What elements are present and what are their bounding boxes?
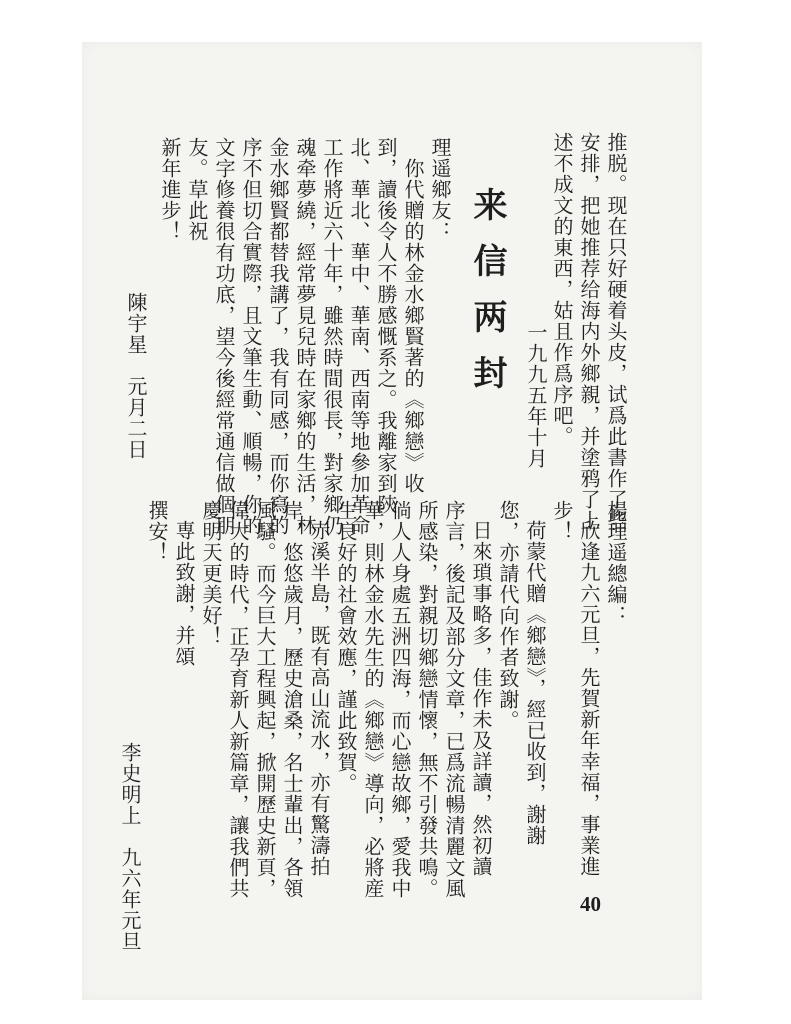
letter2-line: 日來瑣事略多，佳作未及詳讀，然初讀: [469, 520, 493, 877]
letter2-line: 赤溪半島，既有高山流水，亦有驚濤拍: [307, 520, 331, 877]
letter2-line: 生良好的社會效應，謹此致賀。: [334, 500, 358, 794]
letter2-greeting: 楊理遥總編：: [604, 500, 628, 626]
letter1-line: 金水鄉賢都替我講了，我有同感，而你寫的: [266, 137, 290, 536]
preface-line-2: 安排，把她推荐给海内外鄉親，并塗鸦了上: [577, 132, 601, 531]
letter2-line: 偉大的時代，正孕育新人新篇章，讓我們共: [226, 500, 250, 899]
letter1-line: 工作將近六十年，雖然時間很長，對家鄉仍: [320, 137, 344, 536]
letter2-line: 步！: [550, 500, 574, 542]
letter1-line: 文字修養很有功底，望今後經常通信做個朋: [212, 137, 236, 536]
letter1-line: 序不但切合實際，且文筆生動、順暢，你的: [239, 137, 263, 536]
preface-line-1: 推脱。现在只好硬着头皮，试爲此書作了些: [604, 132, 628, 531]
book-page: [82, 42, 702, 1000]
letter1-line: 你代贈的林金水鄉賢著的《鄉戀》收: [401, 158, 425, 494]
letter1-greeting: 理遥鄉友：: [428, 137, 452, 242]
letter2-closing: 撰安！: [145, 500, 169, 563]
letter2-line: 您，亦請代向作者致謝。: [496, 500, 520, 731]
preface-line-3: 述不成文的東西，姑且作爲序吧。: [550, 132, 574, 447]
letter1-line: 到，讀後令人不勝感慨系之。我離家到陝: [374, 137, 398, 515]
preface-date: 一九九五年十月: [524, 322, 548, 469]
letter2-line: 序言，後記及部分文章，已爲流暢清麗文風: [442, 500, 466, 899]
letter2-line: 慶明天更美好！: [199, 500, 223, 647]
letter2-line: 倘人人身處五洲四海，而心戀故鄉，愛我中: [388, 500, 412, 899]
letter1-line: 魂牵夢繞，經常夢見兒時在家鄉的生活，林: [293, 137, 317, 536]
letter2-line: 専此致謝，并頌: [172, 520, 196, 667]
letter2-signature: 李史明上 九六年元旦: [118, 742, 142, 952]
page-number: 40: [580, 892, 601, 916]
letter2-line: 欣逢九六元旦，先賀新年幸福，事業進: [577, 520, 601, 877]
letter1-line: 北、華北、華中、華南、西南等地參加革命: [347, 137, 371, 536]
letter1-signature: 陳宇星 元月二日: [124, 292, 148, 460]
letter2-line: 荷蒙代贈《鄉戀》，經已收到，謝謝: [523, 520, 547, 846]
letter1-line: 友。草此祝: [185, 137, 209, 242]
letter2-line: 岸，悠悠歲月，歷史滄桑，名士輩出，各領: [280, 500, 304, 899]
letter2-line: 風騷。而今巨大工程興起，掀開歷史新頁，: [253, 500, 277, 899]
letter2-line: 所感染，對親切鄉戀情懷，無不引發共鳴。: [415, 500, 439, 899]
letter1-closing: 新年進步！: [158, 137, 182, 242]
page-title: 来信两封: [467, 187, 507, 411]
letter2-line: 華，則林金水先生的《鄉戀》導向，必將産: [361, 500, 385, 899]
